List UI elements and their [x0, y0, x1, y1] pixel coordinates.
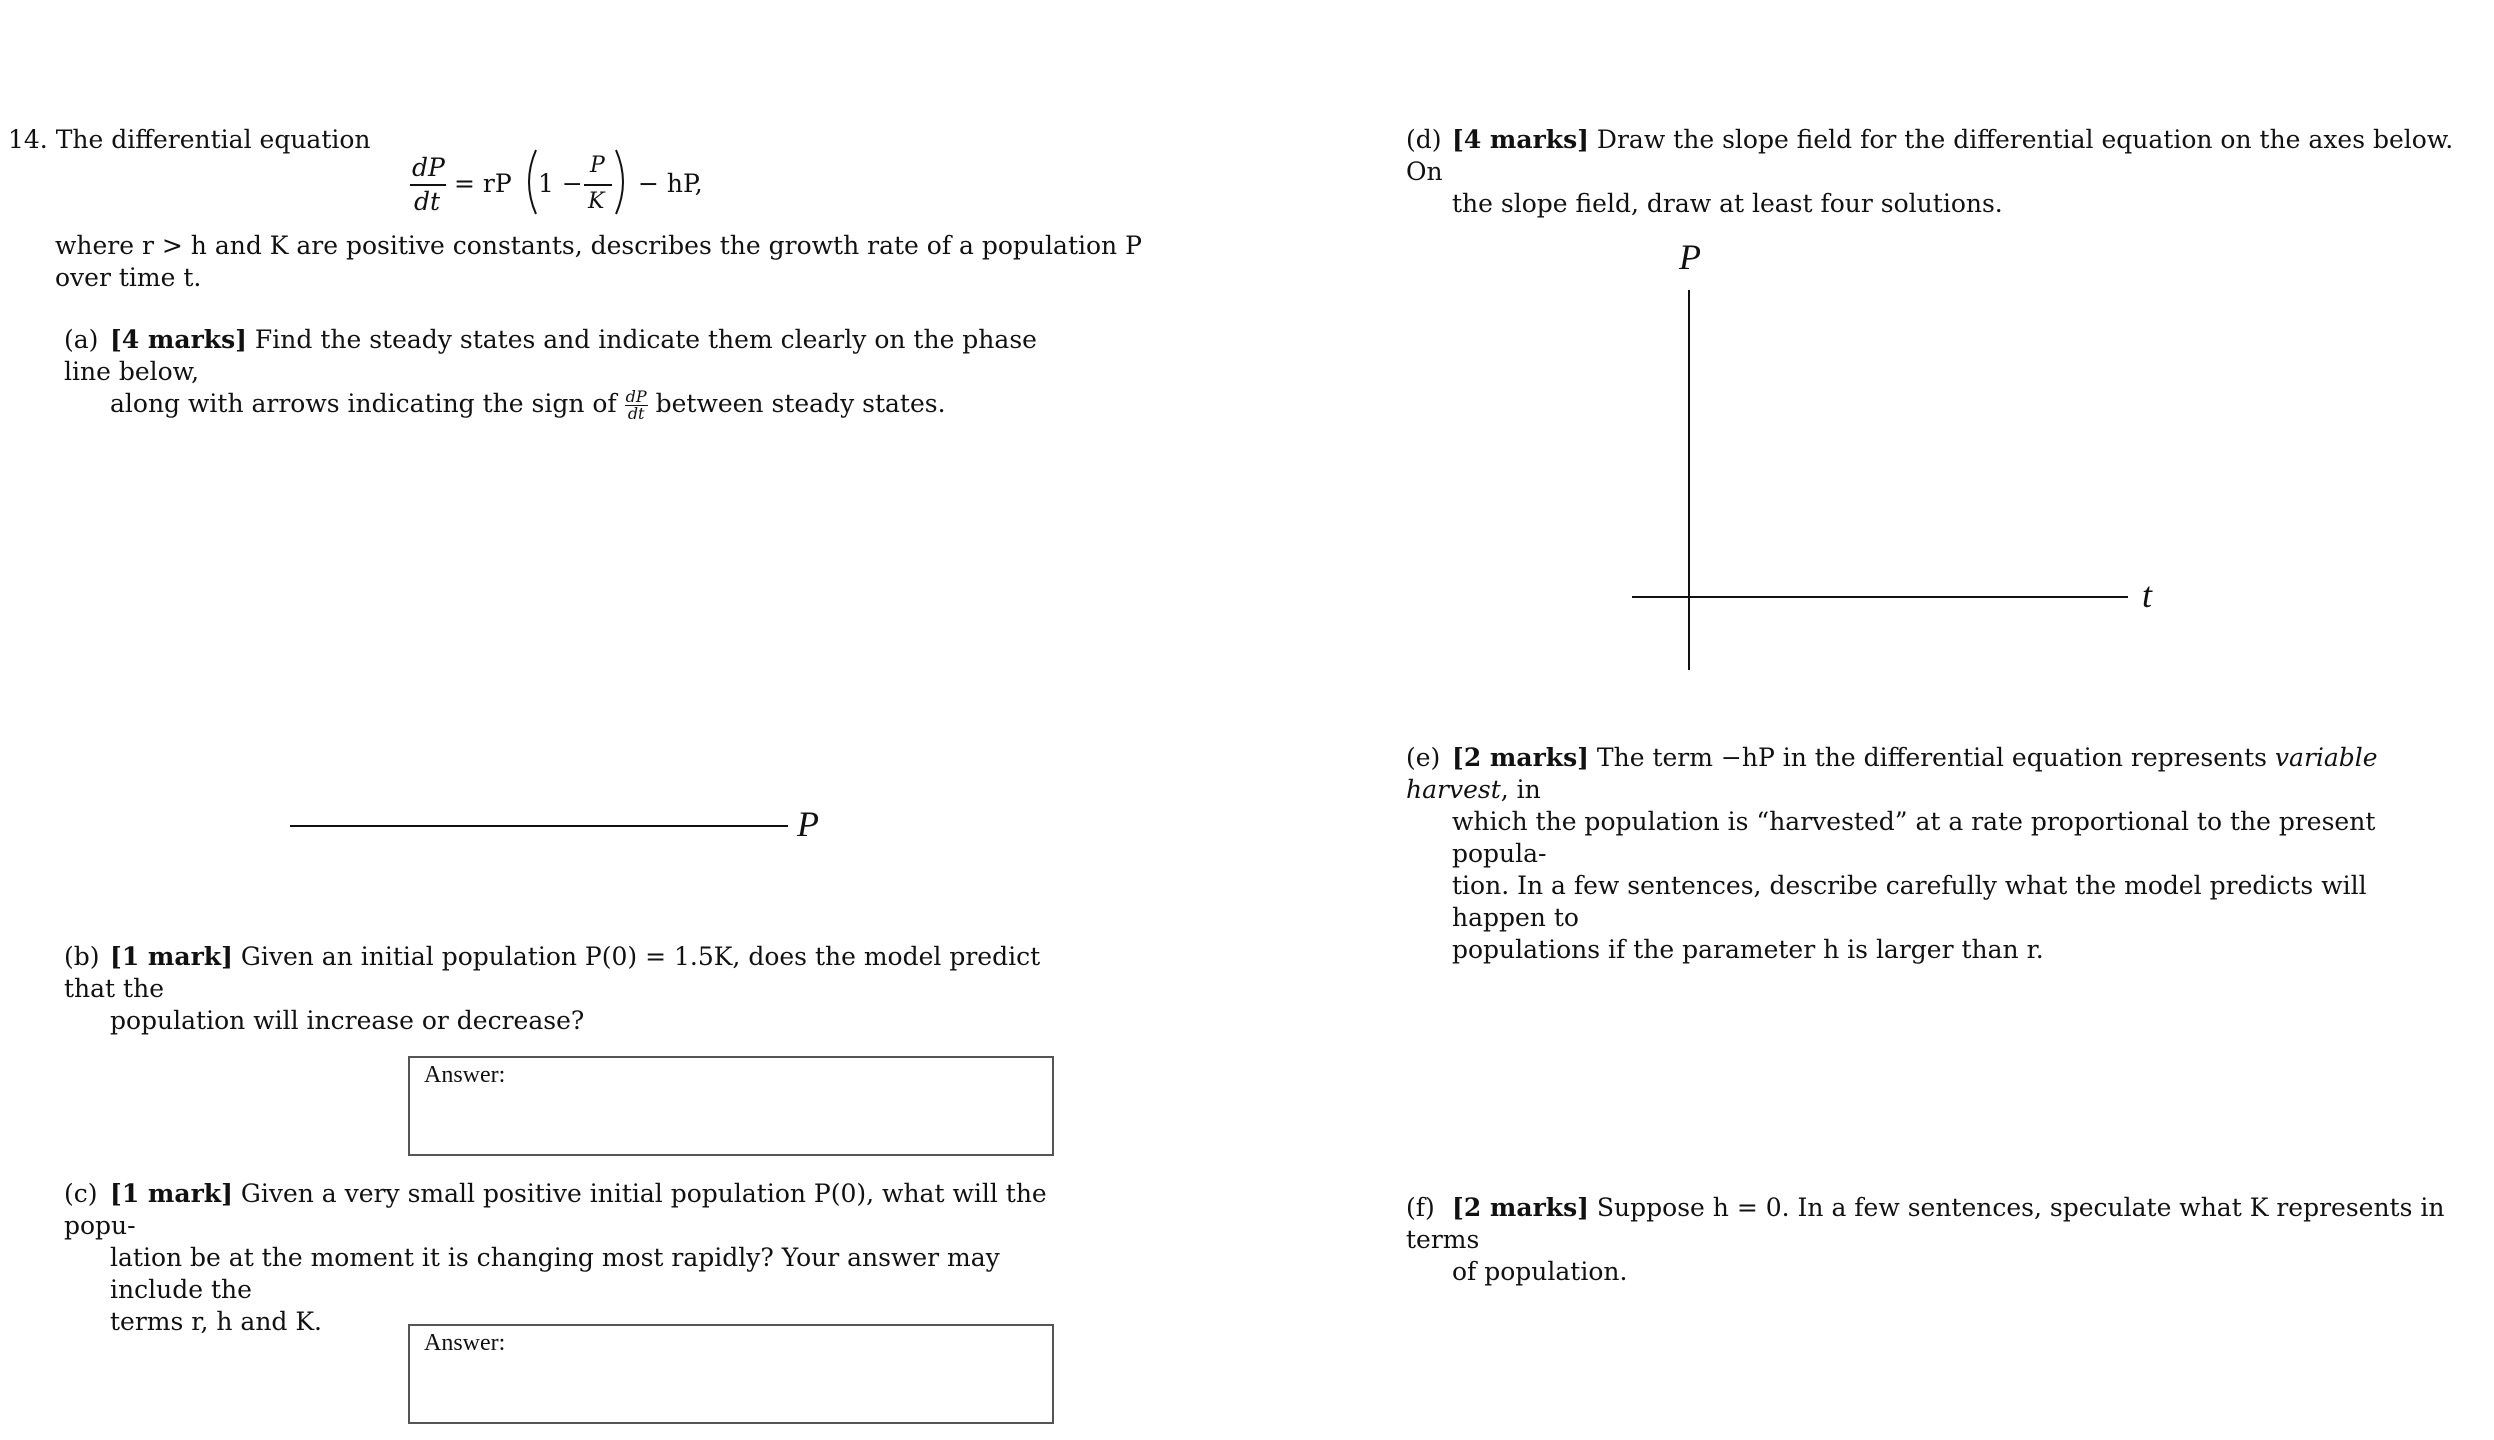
part-c-answer-label: Answer:	[424, 1330, 506, 1356]
eq-equals-rp: = rP	[454, 169, 512, 198]
part-a-frac-den: dt	[627, 404, 645, 423]
slope-field-x-label: t	[2142, 575, 2153, 615]
part-e-marks: [2 marks]	[1452, 743, 1589, 772]
eq-one-minus: 1 −	[538, 169, 583, 198]
part-d-text-1: Draw the slope field for the differential equation on the axes below. On	[1406, 125, 2454, 186]
part-d-tag: (d)	[1406, 125, 1442, 154]
part-f	[1406, 1192, 2456, 1288]
part-b	[64, 941, 1054, 1037]
part-b-marks: [1 mark]	[110, 942, 233, 971]
question-intro	[8, 124, 371, 156]
part-d	[1406, 124, 2456, 220]
part-f-marks: [2 marks]	[1452, 1193, 1589, 1222]
part-a-text-1: Find the steady states and indicate them clearly on the phase line below,	[64, 325, 1037, 386]
part-b-text-2: population will increase or decrease?	[110, 1006, 585, 1035]
slope-field-y-axis[interactable]	[1688, 290, 1690, 670]
part-c	[64, 1178, 1054, 1338]
part-e-text-1-italic: variable harvest	[1406, 743, 2378, 804]
part-a-text-2a: along with arrows indicating the sign of	[110, 389, 625, 418]
part-f-text-2: of population.	[1452, 1257, 1628, 1286]
part-e-text-1a: The term −hP in the differential equation represents	[1588, 743, 2275, 772]
part-f-tag: (f)	[1406, 1193, 1435, 1222]
part-a-marks: [4 marks]	[110, 325, 247, 354]
slope-field-x-axis[interactable]	[1632, 596, 2128, 598]
part-b-answer-label: Answer:	[424, 1062, 506, 1088]
eq-right-paren	[612, 148, 632, 216]
where-line-1: where r > h and K are positive constants, describes the growth rate of a population P	[55, 231, 1142, 260]
phase-line-label: P	[797, 804, 819, 844]
part-a-text-2b: between steady states.	[647, 389, 946, 418]
part-e	[1406, 742, 2456, 966]
part-e-text-4: populations if the parameter h is larger than r.	[1452, 935, 2044, 964]
phase-line[interactable]	[290, 825, 788, 827]
part-a	[64, 324, 1054, 422]
slope-field-y-label: P	[1679, 237, 1701, 277]
eq-tail: − hP,	[638, 169, 703, 198]
part-b-answer-box[interactable]	[408, 1056, 1054, 1156]
part-a-frac-num: dP	[625, 387, 647, 406]
where-line-2: over time t.	[55, 263, 202, 292]
part-c-text-3: terms r, h and K.	[110, 1307, 322, 1336]
eq-left-paren	[520, 148, 540, 216]
part-c-tag: (c)	[64, 1179, 98, 1208]
part-c-text-1: Given a very small positive initial population P(0), what will the popu-	[64, 1179, 1047, 1240]
part-e-text-1b: , in	[1500, 775, 1541, 804]
part-c-text-2: lation be at the moment it is changing most rapidly? Your answer may include the	[110, 1243, 1000, 1304]
part-f-text-1: Suppose h = 0. In a few sentences, speculate what K represents in terms	[1406, 1193, 2445, 1254]
part-e-text-3: tion. In a few sentences, describe carefully what the model predicts will happen to	[1452, 871, 2367, 932]
part-b-tag: (b)	[64, 942, 100, 971]
question-intro-text: The differential equation	[55, 125, 371, 154]
part-e-text-2: which the population is “harvested” at a rate proportional to the present popula-	[1452, 807, 2376, 868]
part-c-answer-box[interactable]	[408, 1324, 1054, 1424]
eq-inner-denominator: K	[588, 189, 605, 214]
part-d-text-2: the slope field, draw at least four solutions.	[1452, 189, 2003, 218]
eq-inner-numerator: P	[590, 153, 605, 178]
question-number: 14.	[8, 125, 48, 154]
part-b-text-1: Given an initial population P(0) = 1.5K, does the model predict that the	[64, 942, 1041, 1003]
eq-lhs-denominator: dt	[414, 187, 441, 216]
eq-lhs-numerator: dP	[412, 153, 445, 182]
part-a-tag: (a)	[64, 325, 99, 354]
part-a-derivative	[625, 389, 648, 422]
part-c-marks: [1 mark]	[110, 1179, 233, 1208]
part-e-tag: (e)	[1406, 743, 1441, 772]
part-d-marks: [4 marks]	[1452, 125, 1589, 154]
